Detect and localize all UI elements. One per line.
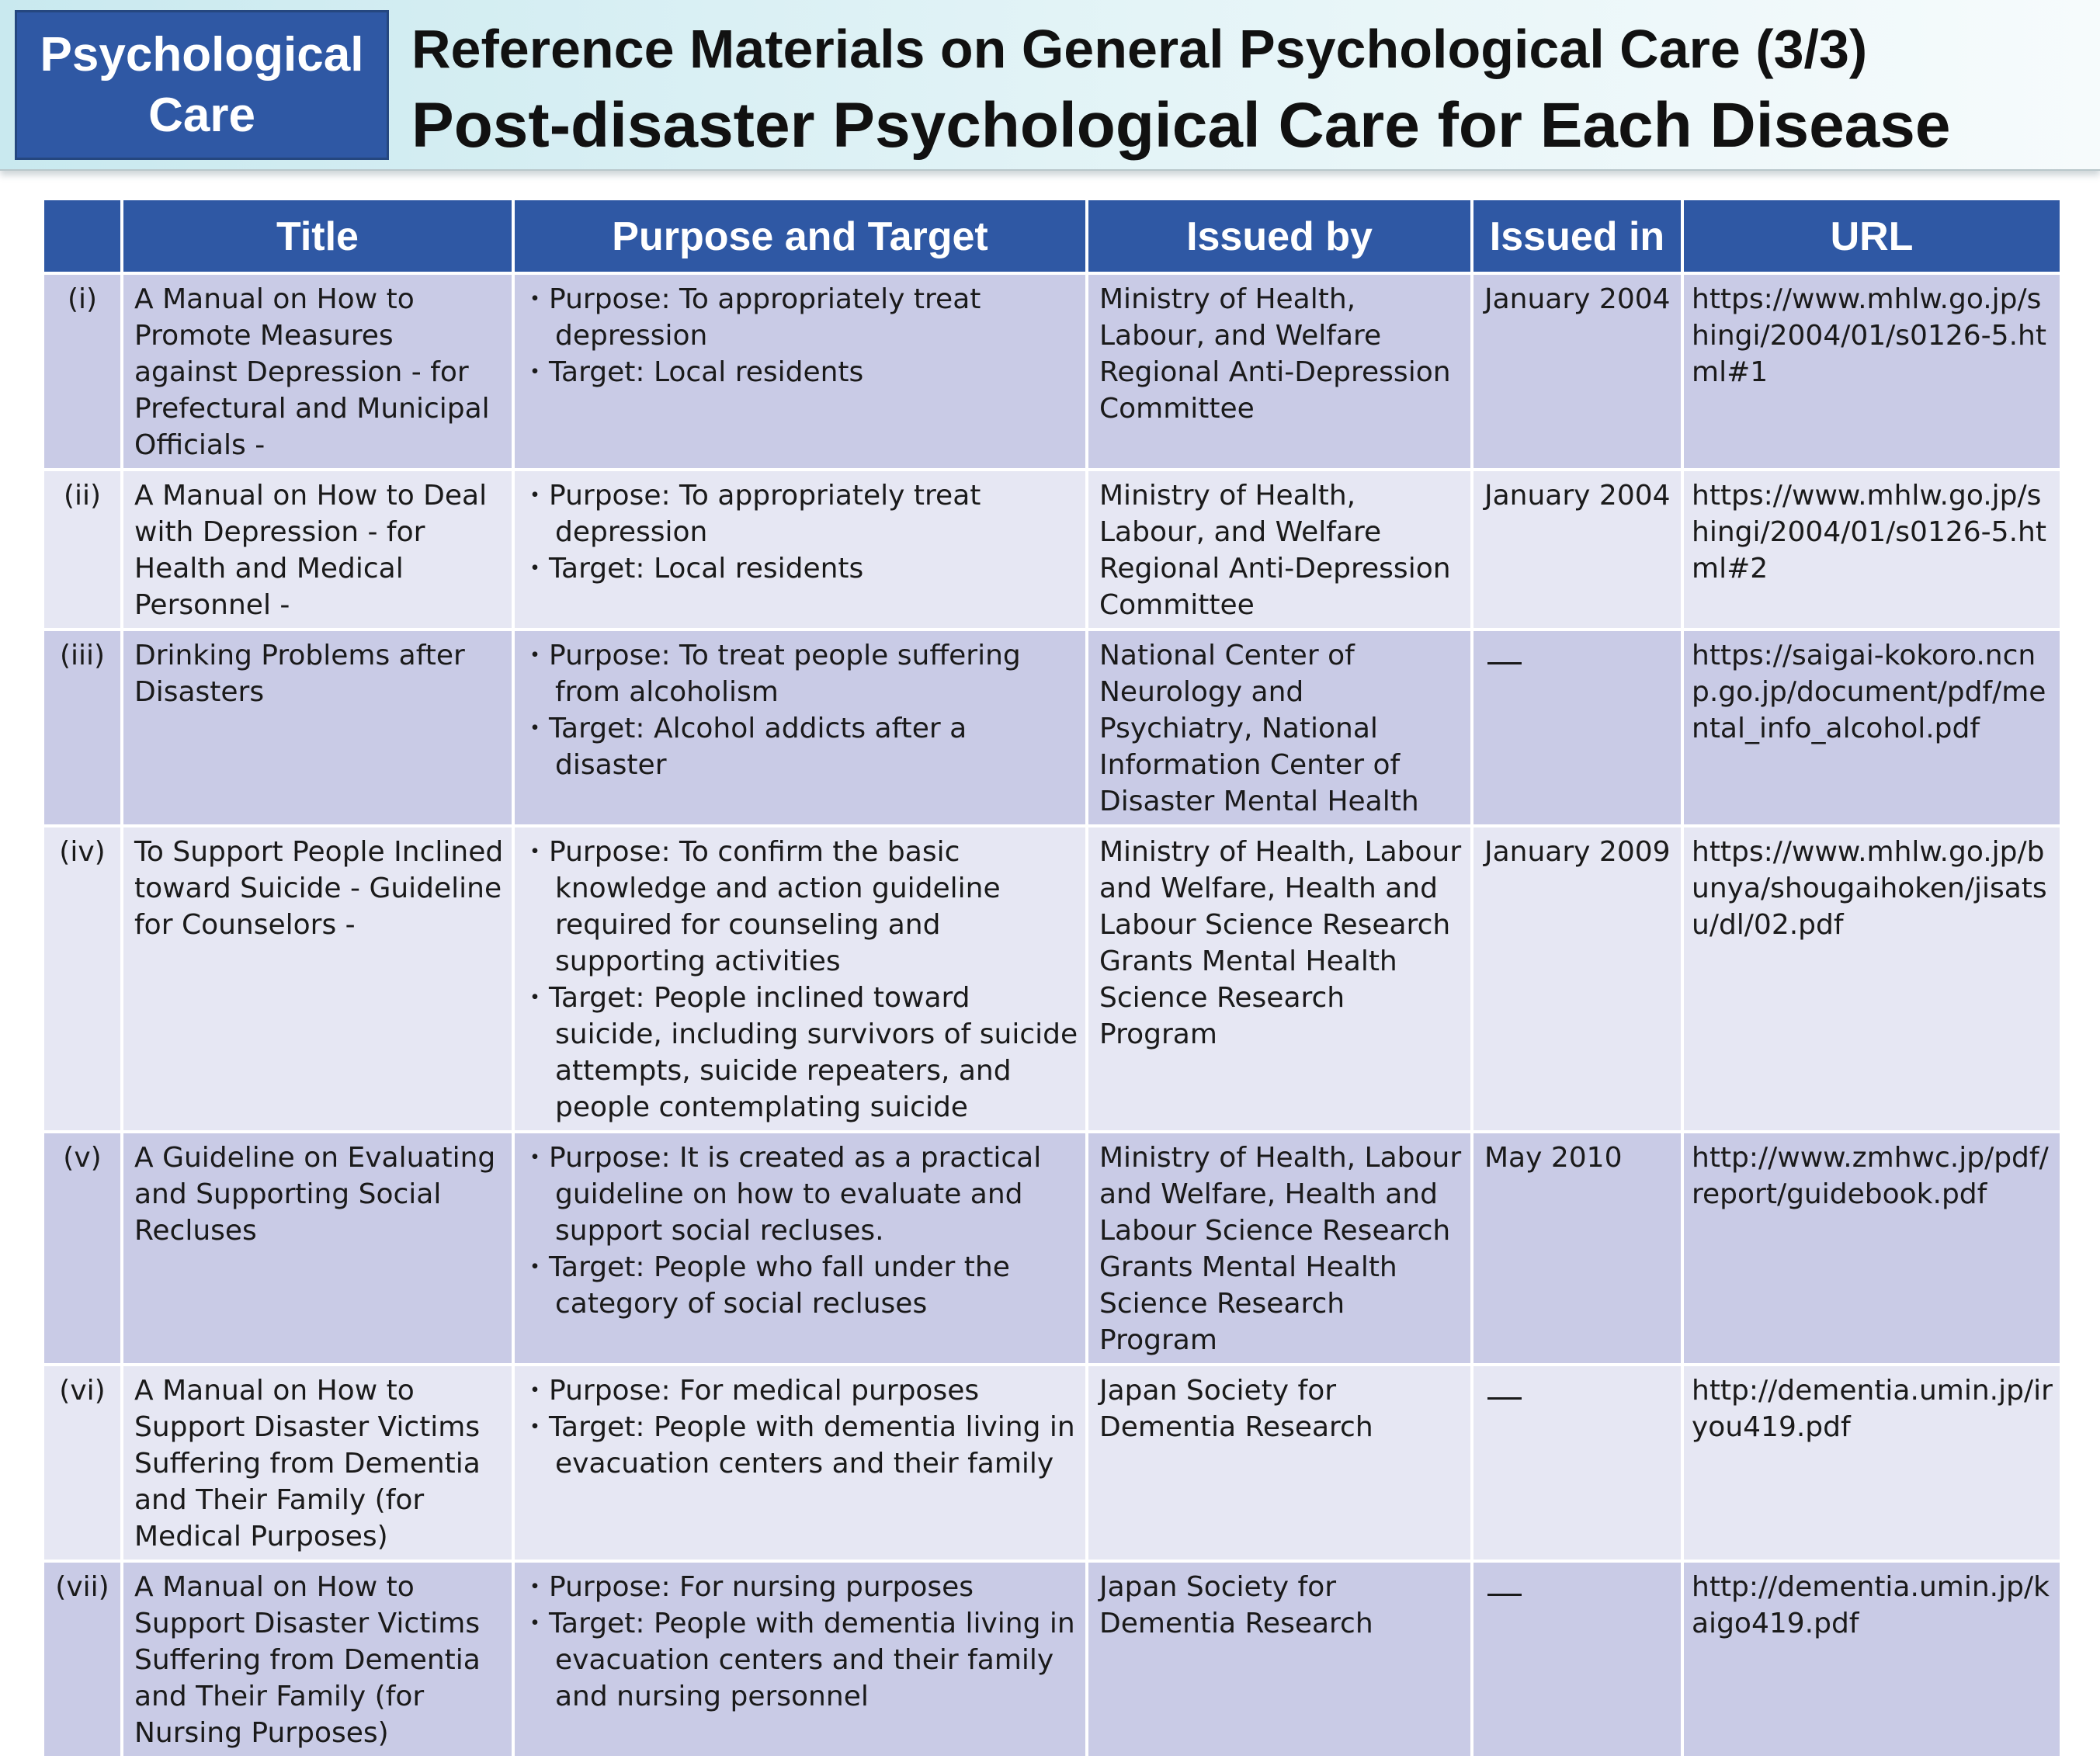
- row-issued-in: January 2009: [1472, 826, 1682, 1132]
- not-applicable-dash: [1487, 1594, 1522, 1596]
- row-url-link[interactable]: http://www.zmhwc.jp/pdf/report/guidebook.pdf: [1682, 1132, 2061, 1365]
- target-line: ・Target: People with dementia living in evacuation centers and their family and nursing personnel: [521, 1607, 1075, 1712]
- row-url-link[interactable]: https://www.mhlw.go.jp/shingi/2004/01/s0126-5.html#2: [1682, 470, 2061, 630]
- row-issued-by: Ministry of Health, Labour, and Welfare Regional Anti-Depression Committee: [1087, 273, 1472, 470]
- not-applicable-dash: [1487, 1397, 1522, 1400]
- row-purpose-target: [513, 470, 1087, 630]
- column-header-number: [43, 202, 122, 273]
- badge-line1: Psychological: [40, 27, 364, 82]
- row-number: (v): [43, 1132, 122, 1365]
- purpose-line: ・Purpose: It is created as a practical guideline on how to evaluate and support social recluses.: [521, 1141, 1042, 1247]
- row-title: A Manual on How to Support Disaster Victims Suffering from Dementia and Their Family (for Nursing Purposes): [122, 1561, 513, 1757]
- row-issued-in: [1472, 630, 1682, 826]
- row-issued-in: January 2004: [1472, 273, 1682, 470]
- row-issued-by: Ministry of Health, Labour and Welfare, Health and Labour Science Research Grants Mental Health Science Research Program: [1087, 826, 1472, 1132]
- row-issued-in: May 2010: [1472, 1132, 1682, 1365]
- purpose-line: ・Purpose: To confirm the basic knowledge and action guideline required for counseling and supporting activities: [521, 835, 1001, 977]
- row-title: A Manual on How to Support Disaster Victims Suffering from Dementia and Their Family (for Medical Purposes): [122, 1365, 513, 1561]
- category-badge: [15, 10, 389, 160]
- row-purpose-target: [513, 1561, 1087, 1757]
- row-purpose-target: [513, 630, 1087, 826]
- target-line: ・Target: Alcohol addicts after a disaster: [521, 712, 967, 781]
- target-line: ・Target: People who fall under the category of social recluses: [521, 1251, 1010, 1320]
- row-issued-in: [1472, 1365, 1682, 1561]
- column-header-url: URL: [1682, 202, 2061, 273]
- row-issued-by: Ministry of Health, Labour, and Welfare Regional Anti-Depression Committee: [1087, 470, 1472, 630]
- row-title: A Guideline on Evaluating and Supporting Social Recluses: [122, 1132, 513, 1365]
- table-row: [43, 630, 2061, 826]
- row-url-link[interactable]: https://www.mhlw.go.jp/shingi/2004/01/s0126-5.html#1: [1682, 273, 2061, 470]
- row-purpose-target: [513, 1132, 1087, 1365]
- row-number: (i): [43, 273, 122, 470]
- row-number: (iii): [43, 630, 122, 826]
- purpose-line: ・Purpose: To appropriately treat depression: [521, 479, 981, 548]
- table-row: [43, 273, 2061, 470]
- row-purpose-target: [513, 1365, 1087, 1561]
- row-title: To Support People Inclined toward Suicide - Guideline for Counselors -: [122, 826, 513, 1132]
- column-header-issued-by: Issued by: [1087, 202, 1472, 273]
- row-number: (iv): [43, 826, 122, 1132]
- row-issued-in: [1472, 1561, 1682, 1757]
- row-title: A Manual on How to Deal with Depression - for Health and Medical Personnel -: [122, 470, 513, 630]
- reference-table: [41, 200, 2063, 1759]
- target-line: ・Target: People inclined toward suicide, including survivors of suicide attempts, suicide repeaters, and people contemplating suicide: [521, 981, 1078, 1123]
- row-number: (ii): [43, 470, 122, 630]
- slide-header: [0, 0, 2100, 171]
- table-row: [43, 826, 2061, 1132]
- row-issued-by: Japan Society for Dementia Research: [1087, 1561, 1472, 1757]
- purpose-line: ・Purpose: To appropriately treat depression: [521, 283, 981, 352]
- row-url-link[interactable]: http://dementia.umin.jp/iryou419.pdf: [1682, 1365, 2061, 1561]
- row-url-link[interactable]: http://dementia.umin.jp/kaigo419.pdf: [1682, 1561, 2061, 1757]
- row-number: (vi): [43, 1365, 122, 1561]
- column-header-issued-in: Issued in: [1472, 202, 1682, 273]
- table-row: [43, 1365, 2061, 1561]
- target-line: ・Target: People with dementia living in evacuation centers and their family: [521, 1410, 1075, 1480]
- row-issued-by: Ministry of Health, Labour and Welfare, Health and Labour Science Research Grants Mental Health Science Research Program: [1087, 1132, 1472, 1365]
- purpose-line: ・Purpose: For medical purposes: [521, 1374, 980, 1407]
- table-row: [43, 1561, 2061, 1757]
- row-title: Drinking Problems after Disasters: [122, 630, 513, 826]
- target-line: ・Target: Local residents: [521, 552, 864, 585]
- badge-line2: Care: [148, 88, 255, 142]
- row-url-link[interactable]: https://www.mhlw.go.jp/bunya/shougaihoken/jisatsu/dl/02.pdf: [1682, 826, 2061, 1132]
- purpose-line: ・Purpose: To treat people suffering from alcoholism: [521, 639, 1021, 708]
- row-purpose-target: [513, 273, 1087, 470]
- row-title: A Manual on How to Promote Measures against Depression - for Prefectural and Municipal Officials -: [122, 273, 513, 470]
- slide-subtitle: Post-disaster Psychological Care for Each Disease: [411, 90, 1951, 161]
- row-issued-by: National Center of Neurology and Psychiatry, National Information Center of Disaster Mental Health: [1087, 630, 1472, 826]
- column-header-purpose: Purpose and Target: [513, 202, 1087, 273]
- target-line: ・Target: Local residents: [521, 356, 864, 388]
- purpose-line: ・Purpose: For nursing purposes: [521, 1570, 974, 1603]
- column-header-title: Title: [122, 202, 513, 273]
- not-applicable-dash: [1487, 662, 1522, 664]
- row-number: (vii): [43, 1561, 122, 1757]
- slide-title: Reference Materials on General Psychological Care (3/3): [411, 19, 1868, 79]
- row-issued-by: Japan Society for Dementia Research: [1087, 1365, 1472, 1561]
- table-header-row: [43, 202, 2061, 273]
- row-purpose-target: [513, 826, 1087, 1132]
- row-url-link[interactable]: https://saigai-kokoro.ncnp.go.jp/document/pdf/mental_info_alcohol.pdf: [1682, 630, 2061, 826]
- table-row: [43, 470, 2061, 630]
- table-row: [43, 1132, 2061, 1365]
- row-issued-in: January 2004: [1472, 470, 1682, 630]
